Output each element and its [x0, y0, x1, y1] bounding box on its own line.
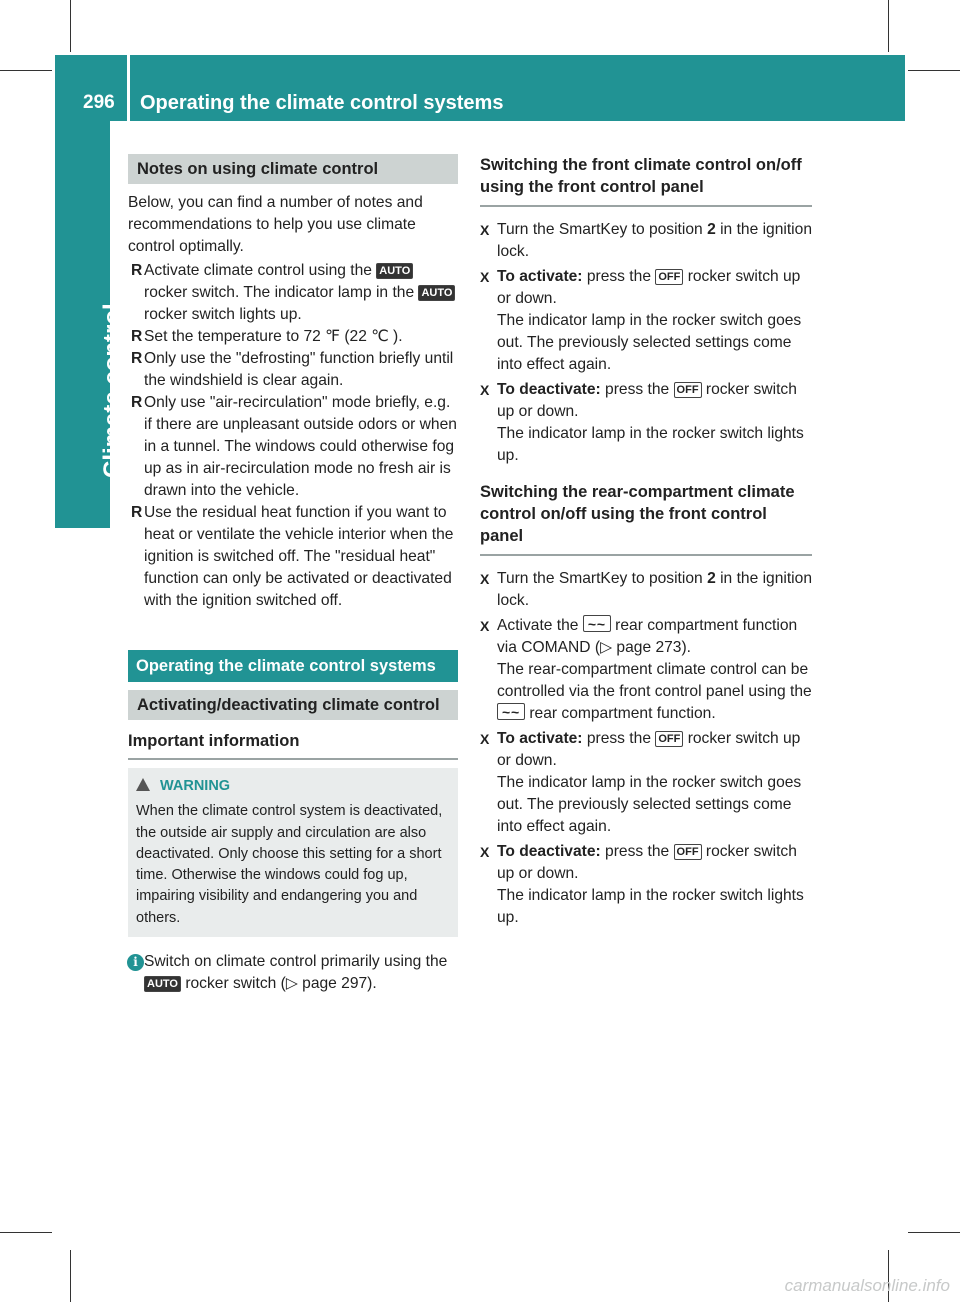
bullet-marker: R: [131, 328, 143, 345]
list-item: X To deactivate: press the OFF rocker switch up or down. The indicator lamp in the rocker switch lights up.: [480, 843, 804, 926]
auto-icon: AUTO: [418, 285, 455, 301]
list-item: X To activate: press the OFF rocker switch up or down. The indicator lamp in the rocker switch goes out. The previously selected settings come into effect again.: [480, 730, 802, 835]
off-icon: OFF: [655, 731, 683, 747]
crop-mark: [908, 70, 960, 71]
crop-mark: [70, 0, 71, 52]
bullet-marker: R: [131, 394, 143, 411]
rear-heading: Switching the rear-compartment climate control on/off using the front control panel: [480, 481, 812, 556]
step-marker: X: [480, 269, 490, 285]
info-icon: i: [127, 954, 144, 971]
list-item: X Activate the ~ ~ rear compartment function via COMAND (▷ page 273). The rear-compartment climate control can be controlled via the front control panel using the ~ ~ rear compartment function.: [480, 615, 812, 725]
front-heading: Switching the front climate control on/off using the front control panel: [480, 154, 812, 207]
side-tab-label: Climate control: [99, 303, 126, 478]
off-icon: OFF: [655, 269, 683, 285]
sub-heading: Activating/deactivating climate control: [128, 690, 458, 720]
crop-mark: [0, 70, 52, 71]
warning-title: WARNING: [160, 778, 231, 794]
header-separator: [127, 55, 130, 121]
auto-icon: AUTO: [376, 263, 413, 279]
info-note: i Switch on climate control primarily using the AUTO rocker switch (▷ page 297).: [128, 951, 458, 995]
list-item: X To deactivate: press the OFF rocker switch up or down. The indicator lamp in the rocker switch lights up.: [480, 381, 804, 464]
warning-box: [128, 768, 458, 937]
crop-mark: [908, 1232, 960, 1233]
bullet-marker: R: [131, 350, 143, 367]
bullet-marker: R: [131, 262, 143, 279]
list-item: X Turn the SmartKey to position 2 in the ignition lock.: [480, 221, 812, 260]
list-item: R Activate climate control using the AUTO rocker switch. The indicator lamp in the AUTO rocker switch lights up.: [128, 260, 458, 326]
crop-mark: [70, 1250, 71, 1302]
left-column: [128, 154, 458, 995]
step-marker: X: [480, 222, 490, 238]
off-icon: OFF: [674, 382, 702, 398]
step-marker: X: [480, 731, 490, 747]
list-item: X To activate: press the OFF rocker switch up or down. The indicator lamp in the rocker switch goes out. The previously selected settings come into effect again.: [480, 268, 802, 373]
list-item: R Use the residual heat function if you want to heat or ventilate the vehicle interior when the ignition is switched off. The "residual heat" function can only be activated or deactivated with the ignition switched off.: [131, 504, 454, 609]
rear-climate-icon: [583, 615, 611, 632]
notes-intro: Below, you can find a number of notes and recommendations to help you use climate control optimally.: [128, 194, 423, 255]
section-heading: Operating the climate control systems: [128, 650, 458, 682]
list-item: R Only use "air-recirculation" mode briefly, e.g. if there are unpleasant outside odors or when in a tunnel. The windows could otherwise fog up as in air-recirculation mode no fresh air is drawn into the vehicle.: [131, 394, 457, 499]
bullet-marker: R: [131, 504, 143, 521]
page-title: Operating the climate control systems: [140, 92, 504, 114]
list-item: R Set the temperature to 72 ℉ (22 ℃ ).: [128, 326, 458, 348]
warning-header: [136, 776, 452, 797]
page-number: 296: [83, 92, 115, 113]
auto-icon: AUTO: [144, 976, 181, 992]
list-item: R Only use the "defrosting" function briefly until the windshield is clear again.: [131, 350, 454, 389]
warning-triangle-icon: [136, 778, 150, 791]
crop-mark: [888, 0, 889, 52]
important-heading: Important information: [128, 730, 458, 760]
off-icon: OFF: [674, 844, 702, 860]
list-item: X Turn the SmartKey to position 2 in the ignition lock.: [480, 570, 812, 609]
step-marker: X: [480, 382, 490, 398]
step-marker: X: [480, 571, 490, 587]
warning-text: When the climate control system is deactivated, the outside air supply and circulation are also deactivated. Only choose this setting for a short time. Otherwise the windows could fog up, impairing visibility and endangering you and others.: [136, 803, 443, 926]
right-column: [480, 154, 812, 929]
crop-mark: [0, 1232, 52, 1233]
rear-climate-icon: [497, 703, 525, 720]
step-marker: X: [480, 618, 490, 634]
notes-heading: Notes on using climate control: [128, 154, 458, 184]
step-marker: X: [480, 844, 490, 860]
watermark: carmanualsonline.info: [784, 1276, 950, 1295]
